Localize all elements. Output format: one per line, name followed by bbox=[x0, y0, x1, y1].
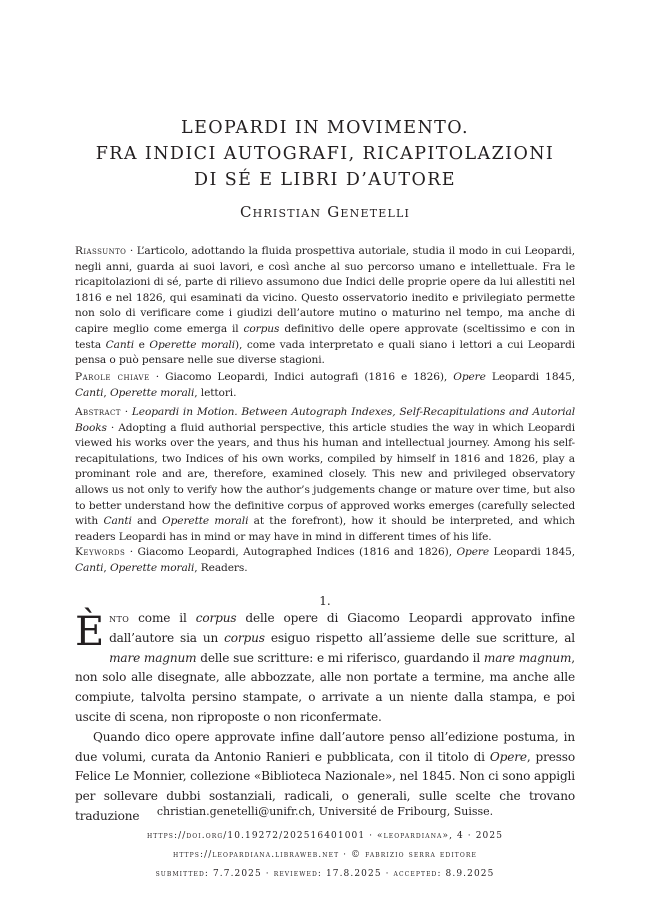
abstract-label: Abstract bbox=[75, 406, 121, 418]
author-affiliation: christian.genetelli@unifr.ch, Université de Fribourg, Suisse. bbox=[156, 805, 494, 818]
journal-url-line: https://leopardiana.libraweb.net · © fabrizio serra editore bbox=[172, 850, 478, 860]
keywords-block: Keywords · Giacomo Leopardi, Autographed Indices (1816 and 1826), Opere Leopardi 1845, Canti, Operette morali, Readers. bbox=[75, 546, 575, 574]
body-paragraph-1: Ènto come il corpus delle opere di Giacomo Leopardi approvato infine dall’autore sia un corpus esiguo rispetto all’assieme delle sue scritture, al mare magnum delle sue scritture: e mi riferisco, guardando il mare magnum, non solo alle disegnate, alle abbozzate, alle non portate a termine, ma anche alle compiute, talvolta persino stampate, o arrivate a un niente dalla stampa, e poi uscite di scena, non riproposte o non riconfermate. bbox=[75, 609, 575, 724]
submission-dates: submitted: 7.7.2025 · reviewed: 17.8.2025 · accepted: 8.9.2025 bbox=[155, 869, 495, 879]
section-number: 1. bbox=[319, 594, 331, 608]
riassunto-block: Riassunto · L’articolo, adottando la fluida prospettiva autoriale, studia il modo in cui Leopardi, negli anni, guarda ai suoi lavori, e così anche al suo percorso umano e intellettuale. Fra le ricapitolazioni di sé, parte di rilievo assumono due Indici delle proprie opere da lui allestiti nel 1816 e nel 1826, qui esaminati da vicino. Questo osservatorio inedito e privilegiato permette non solo di verificare come i giudizi dell’autore mutino o maturino nel tempo, ma anche di capire meglio come emerga il corpus definitivo delle opere approvate (sceltissimo e con in testa Canti e Operette morali), come vada interpretato e quali siano i lettori a cui Leopardi pensa o può pensare nelle sue diverse stagioni. bbox=[75, 245, 575, 367]
title-line-2: FRA INDICI AUTOGRAFI, RICAPITOLAZIONI bbox=[95, 144, 555, 164]
article-title bbox=[0, 115, 650, 193]
parole-chiave-label: Parole chiave bbox=[75, 371, 150, 383]
body-text bbox=[75, 609, 575, 827]
body-paragraph-2: Quando dico opere approvate infine dall’autore penso all’edizione postuma, in due volumi, curata da Antonio Ranieri e pubblicata, con il titolo di Opere, presso Felice Le Monnier, collezione «Biblioteca Nazionale», nel 1845. Non ci sono appigli per sollevare dubbi sostanziali, radicali, o generali, sulle scelte che trovano traduzione bbox=[75, 729, 575, 823]
author-name: Christian Genetelli bbox=[239, 203, 411, 221]
riassunto-label: Riassunto bbox=[75, 245, 127, 257]
title-line-1: LEOPARDI IN MOVIMENTO. bbox=[181, 118, 469, 138]
title-line-3: DI SÉ E LIBRI D’AUTORE bbox=[194, 170, 456, 190]
parole-chiave-block: Parole chiave · Giacomo Leopardi, Indici autografi (1816 e 1826), Opere Leopardi 1845, Canti, Operette morali, lettori. bbox=[75, 371, 576, 399]
keywords-label: Keywords bbox=[75, 546, 126, 558]
abstract-english-title: Leopardi in Motion. Between Autograph Indexes, Self-Recapitulations and Autorial Books bbox=[75, 406, 575, 434]
drop-cap: È bbox=[75, 609, 105, 655]
doi-line: https://doi.org/10.19272/202516401001 · «leopardiana», 4 · 2025 bbox=[146, 831, 504, 841]
abstract-block: Abstract · Leopardi in Motion. Between Autograph Indexes, Self-Recapitulations and Autorial Books · Adopting a fluid authorial perspective, this article studies the way in which Leopardi viewed his works over the years, and thus his human and intellectual journey. Among his self-recapitulations, two Indices of his own works, compiled by himself in 1816 and 1826, play a prominant role and are, therefore, examined closely. This new and privileged observatory allows us not only to verify how the author’s judgements change or mature over time, but also to better understand how the definitive corpus of approved works emerges (carefully selected with Canti and Operette morali at the forefront), how it should be interpreted, and which readers Leopardi has in mind or may have in mind in different times of his life. bbox=[75, 406, 575, 543]
